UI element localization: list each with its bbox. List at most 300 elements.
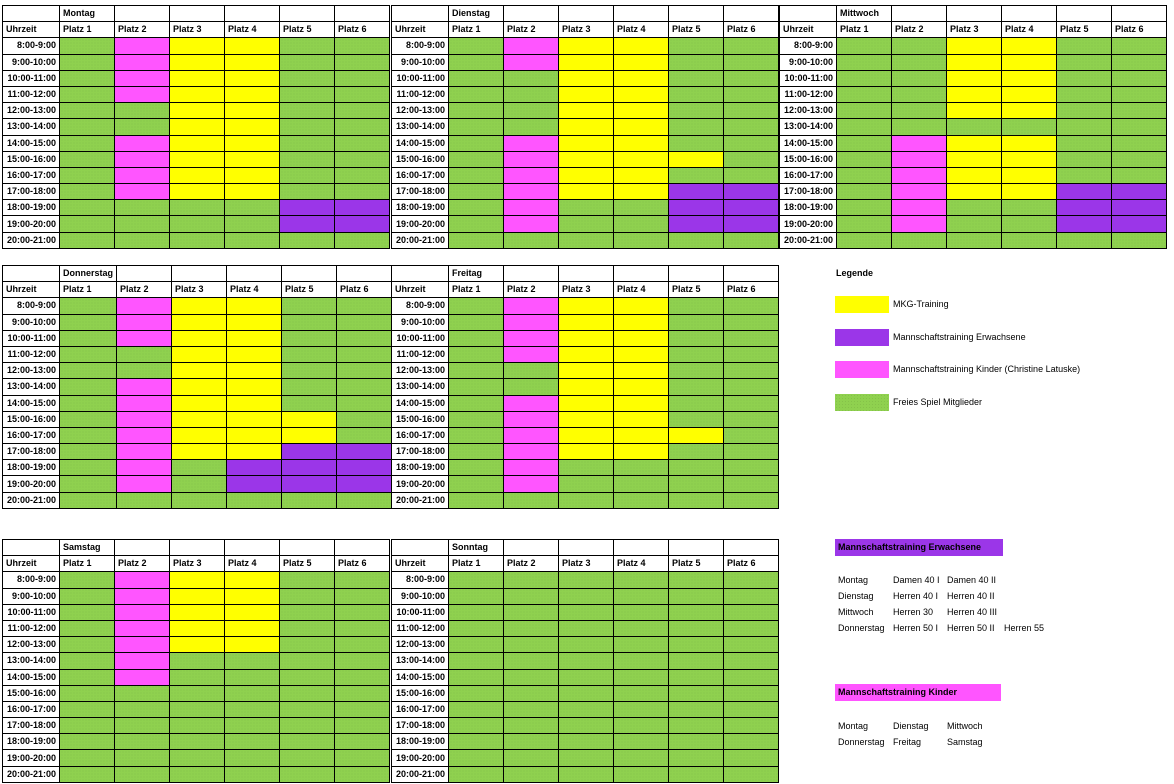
court-slot-cell	[60, 653, 115, 669]
court-slot-cell	[280, 232, 335, 248]
court-slot-cell	[60, 200, 115, 216]
court-slot-cell	[614, 70, 669, 86]
time-slot: 9:00-10:00	[3, 314, 60, 330]
court-slot-cell	[115, 572, 170, 588]
court-slot-cell	[669, 476, 724, 492]
court-slot-cell	[337, 314, 392, 330]
time-slot: 12:00-13:00	[780, 103, 837, 119]
court-slot-cell	[170, 216, 225, 232]
court-slot-cell	[559, 86, 614, 102]
court-slot-cell	[337, 411, 392, 427]
header-blank-cell	[170, 6, 225, 22]
time-row	[3, 427, 392, 443]
court-slot-cell	[669, 200, 724, 216]
court-slot-cell	[117, 330, 172, 346]
schedule-table-montag	[2, 5, 390, 249]
court-slot-cell	[60, 444, 117, 460]
court-header: Platz 6	[724, 556, 779, 572]
court-slot-cell	[559, 653, 614, 669]
adults-training-entry: Montag	[838, 575, 869, 585]
time-row	[780, 167, 1167, 183]
court-slot-cell	[669, 750, 724, 766]
court-slot-cell	[60, 718, 115, 734]
court-slot-cell	[225, 54, 280, 70]
court-slot-cell	[170, 103, 225, 119]
court-slot-cell	[449, 103, 504, 119]
court-slot-cell	[1002, 151, 1057, 167]
court-slot-cell	[115, 200, 170, 216]
court-slot-cell	[115, 86, 170, 102]
court-slot-cell	[449, 135, 504, 151]
court-slot-cell	[449, 685, 504, 701]
adults-training-entry: Herren 30	[893, 607, 934, 617]
time-row	[3, 346, 392, 362]
court-slot-cell	[1112, 167, 1167, 183]
corner-cell	[392, 6, 449, 22]
court-header: Platz 3	[559, 556, 614, 572]
court-slot-cell	[449, 701, 504, 717]
court-slot-cell	[335, 216, 390, 232]
time-row	[392, 701, 779, 717]
adults-training-title: Mannschaftstraining Erwachsene	[835, 539, 1003, 556]
court-slot-cell	[669, 669, 724, 685]
court-slot-cell	[724, 427, 779, 443]
court-slot-cell	[115, 135, 170, 151]
court-slot-cell	[280, 766, 335, 782]
time-row	[3, 718, 390, 734]
time-header: Uhrzeit	[3, 556, 60, 572]
court-slot-cell	[504, 718, 559, 734]
court-slot-cell	[60, 54, 115, 70]
court-slot-cell	[225, 184, 280, 200]
court-slot-cell	[280, 637, 335, 653]
court-slot-cell	[947, 38, 1002, 54]
time-slot: 19:00-20:00	[392, 750, 449, 766]
court-slot-cell	[449, 492, 504, 508]
court-slot-cell	[669, 379, 724, 395]
time-row	[780, 54, 1167, 70]
time-row	[392, 492, 779, 508]
time-slot: 20:00-21:00	[780, 232, 837, 248]
court-slot-cell	[449, 314, 504, 330]
court-slot-cell	[172, 314, 227, 330]
court-slot-cell	[669, 38, 724, 54]
court-slot-cell	[449, 460, 504, 476]
time-header: Uhrzeit	[392, 282, 449, 298]
court-slot-cell	[504, 460, 559, 476]
court-slot-cell	[947, 135, 1002, 151]
court-slot-cell	[559, 379, 614, 395]
court-slot-cell	[282, 379, 337, 395]
court-slot-cell	[227, 460, 282, 476]
court-slot-cell	[117, 346, 172, 362]
court-slot-cell	[280, 70, 335, 86]
court-slot-cell	[115, 184, 170, 200]
header-blank-cell	[115, 540, 170, 556]
court-slot-cell	[1112, 38, 1167, 54]
court-header: Platz 5	[280, 556, 335, 572]
court-slot-cell	[837, 70, 892, 86]
court-slot-cell	[669, 685, 724, 701]
time-slot: 14:00-15:00	[392, 395, 449, 411]
court-slot-cell	[225, 718, 280, 734]
court-slot-cell	[614, 232, 669, 248]
court-slot-cell	[669, 103, 724, 119]
court-header: Platz 1	[449, 282, 504, 298]
court-slot-cell	[449, 476, 504, 492]
court-slot-cell	[280, 718, 335, 734]
court-slot-cell	[892, 119, 947, 135]
court-slot-cell	[225, 766, 280, 782]
schedule-table-mittwoch	[779, 5, 1167, 249]
court-slot-cell	[60, 363, 117, 379]
time-slot: 11:00-12:00	[3, 86, 60, 102]
time-slot: 9:00-10:00	[392, 588, 449, 604]
header-blank-cell	[559, 6, 614, 22]
court-slot-cell	[724, 379, 779, 395]
court-slot-cell	[282, 476, 337, 492]
time-slot: 17:00-18:00	[392, 184, 449, 200]
court-slot-cell	[170, 766, 225, 782]
court-slot-cell	[337, 395, 392, 411]
court-slot-cell	[837, 103, 892, 119]
court-slot-cell	[559, 734, 614, 750]
court-slot-cell	[614, 184, 669, 200]
adults-training-entry: Mittwoch	[838, 607, 874, 617]
court-slot-cell	[947, 70, 1002, 86]
court-slot-cell	[504, 379, 559, 395]
court-slot-cell	[227, 346, 282, 362]
court-slot-cell	[837, 232, 892, 248]
time-slot: 9:00-10:00	[3, 588, 60, 604]
court-slot-cell	[947, 86, 1002, 102]
time-row	[3, 216, 390, 232]
court-slot-cell	[1002, 184, 1057, 200]
court-slot-cell	[449, 620, 504, 636]
court-slot-cell	[724, 572, 779, 588]
time-slot: 14:00-15:00	[392, 135, 449, 151]
court-slot-cell	[449, 653, 504, 669]
court-slot-cell	[669, 620, 724, 636]
court-slot-cell	[449, 588, 504, 604]
time-slot: 18:00-19:00	[3, 460, 60, 476]
court-slot-cell	[614, 572, 669, 588]
court-slot-cell	[335, 588, 390, 604]
time-row	[3, 604, 390, 620]
court-slot-cell	[117, 427, 172, 443]
court-slot-cell	[669, 444, 724, 460]
court-slot-cell	[60, 151, 115, 167]
time-slot: 12:00-13:00	[3, 363, 60, 379]
court-slot-cell	[337, 444, 392, 460]
time-row	[3, 232, 390, 248]
time-slot: 11:00-12:00	[3, 620, 60, 636]
court-slot-cell	[669, 151, 724, 167]
court-slot-cell	[227, 363, 282, 379]
court-slot-cell	[225, 119, 280, 135]
court-slot-cell	[669, 653, 724, 669]
court-slot-cell	[559, 314, 614, 330]
court-slot-cell	[282, 460, 337, 476]
court-header: Platz 2	[504, 556, 559, 572]
header-blank-cell	[669, 540, 724, 556]
kids-training-entry: Freitag	[893, 737, 922, 747]
court-slot-cell	[115, 685, 170, 701]
time-row	[3, 572, 390, 588]
court-slot-cell	[117, 395, 172, 411]
court-slot-cell	[449, 330, 504, 346]
court-slot-cell	[559, 604, 614, 620]
time-slot: 19:00-20:00	[392, 476, 449, 492]
court-slot-cell	[280, 103, 335, 119]
court-slot-cell	[280, 86, 335, 102]
time-slot: 13:00-14:00	[392, 653, 449, 669]
time-slot: 12:00-13:00	[392, 637, 449, 653]
court-slot-cell	[170, 734, 225, 750]
court-slot-cell	[504, 167, 559, 183]
header-blank-cell	[724, 266, 779, 282]
time-slot: 11:00-12:00	[392, 346, 449, 362]
court-slot-cell	[559, 363, 614, 379]
court-slot-cell	[504, 363, 559, 379]
court-slot-cell	[559, 718, 614, 734]
court-slot-cell	[225, 167, 280, 183]
header-blank-cell	[335, 6, 390, 22]
court-slot-cell	[614, 330, 669, 346]
court-slot-cell	[947, 216, 1002, 232]
time-slot: 18:00-19:00	[392, 200, 449, 216]
legend-item-mkg	[835, 295, 949, 313]
court-header: Platz 1	[837, 22, 892, 38]
court-slot-cell	[1002, 86, 1057, 102]
court-slot-cell	[335, 572, 390, 588]
court-slot-cell	[614, 200, 669, 216]
court-slot-cell	[504, 620, 559, 636]
court-slot-cell	[117, 444, 172, 460]
court-slot-cell	[60, 588, 115, 604]
court-slot-cell	[115, 38, 170, 54]
legend-swatch	[835, 329, 889, 346]
court-slot-cell	[449, 86, 504, 102]
court-slot-cell	[117, 411, 172, 427]
court-slot-cell	[225, 701, 280, 717]
time-slot: 11:00-12:00	[3, 346, 60, 362]
court-slot-cell	[1057, 232, 1112, 248]
court-slot-cell	[170, 119, 225, 135]
court-slot-cell	[614, 427, 669, 443]
court-slot-cell	[170, 232, 225, 248]
court-slot-cell	[1057, 216, 1112, 232]
court-slot-cell	[280, 119, 335, 135]
court-slot-cell	[724, 460, 779, 476]
court-slot-cell	[837, 151, 892, 167]
court-slot-cell	[172, 427, 227, 443]
court-slot-cell	[335, 232, 390, 248]
legend-title: Legende	[836, 268, 874, 278]
time-row	[780, 232, 1167, 248]
court-slot-cell	[335, 750, 390, 766]
court-slot-cell	[504, 330, 559, 346]
court-slot-cell	[60, 135, 115, 151]
court-slot-cell	[724, 184, 779, 200]
court-slot-cell	[947, 200, 1002, 216]
adults-training-entry: Damen 40 II	[947, 575, 997, 585]
kids-training-title: Mannschaftstraining Kinder	[835, 684, 1001, 701]
time-row	[392, 38, 779, 54]
court-header: Platz 3	[947, 22, 1002, 38]
court-slot-cell	[170, 70, 225, 86]
time-slot: 15:00-16:00	[392, 151, 449, 167]
court-slot-cell	[559, 135, 614, 151]
court-slot-cell	[892, 232, 947, 248]
court-slot-cell	[559, 701, 614, 717]
court-slot-cell	[117, 298, 172, 314]
court-slot-cell	[117, 492, 172, 508]
court-slot-cell	[1112, 232, 1167, 248]
corner-cell	[392, 540, 449, 556]
schedule-table-donnerstag	[2, 265, 392, 509]
court-slot-cell	[170, 637, 225, 653]
court-slot-cell	[1112, 200, 1167, 216]
time-row	[780, 86, 1167, 102]
court-slot-cell	[669, 346, 724, 362]
schedule-table-samstag	[2, 539, 390, 783]
court-slot-cell	[1002, 167, 1057, 183]
time-header: Uhrzeit	[3, 282, 60, 298]
court-slot-cell	[225, 135, 280, 151]
court-slot-cell	[504, 750, 559, 766]
court-slot-cell	[225, 232, 280, 248]
time-slot: 10:00-11:00	[392, 330, 449, 346]
court-slot-cell	[669, 701, 724, 717]
court-slot-cell	[280, 216, 335, 232]
court-slot-cell	[335, 135, 390, 151]
court-slot-cell	[170, 701, 225, 717]
time-slot: 19:00-20:00	[3, 216, 60, 232]
legend-item-adults	[835, 328, 1026, 346]
court-slot-cell	[449, 232, 504, 248]
court-slot-cell	[280, 588, 335, 604]
time-slot: 16:00-17:00	[3, 701, 60, 717]
court-slot-cell	[337, 460, 392, 476]
court-slot-cell	[559, 232, 614, 248]
header-blank-cell	[504, 6, 559, 22]
court-slot-cell	[559, 167, 614, 183]
court-slot-cell	[504, 653, 559, 669]
time-row	[3, 54, 390, 70]
court-slot-cell	[559, 669, 614, 685]
time-row	[392, 669, 779, 685]
time-slot: 16:00-17:00	[3, 427, 60, 443]
court-slot-cell	[892, 70, 947, 86]
court-slot-cell	[559, 572, 614, 588]
court-slot-cell	[1002, 135, 1057, 151]
court-slot-cell	[60, 86, 115, 102]
court-slot-cell	[1112, 151, 1167, 167]
court-slot-cell	[60, 314, 117, 330]
court-slot-cell	[117, 460, 172, 476]
court-slot-cell	[837, 86, 892, 102]
court-slot-cell	[724, 103, 779, 119]
court-slot-cell	[947, 54, 1002, 70]
court-slot-cell	[614, 588, 669, 604]
time-row	[3, 588, 390, 604]
court-header: Platz 2	[504, 22, 559, 38]
court-slot-cell	[504, 200, 559, 216]
court-slot-cell	[892, 167, 947, 183]
court-slot-cell	[614, 54, 669, 70]
court-slot-cell	[60, 427, 117, 443]
court-slot-cell	[60, 379, 117, 395]
court-slot-cell	[1057, 151, 1112, 167]
court-slot-cell	[60, 750, 115, 766]
court-slot-cell	[504, 395, 559, 411]
court-slot-cell	[170, 750, 225, 766]
schedule-table-dienstag	[391, 5, 779, 249]
time-slot: 20:00-21:00	[3, 492, 60, 508]
court-slot-cell	[115, 70, 170, 86]
header-blank-cell	[614, 540, 669, 556]
time-row	[392, 200, 779, 216]
court-slot-cell	[724, 637, 779, 653]
time-row	[3, 685, 390, 701]
court-slot-cell	[724, 492, 779, 508]
time-row	[392, 346, 779, 362]
court-slot-cell	[559, 119, 614, 135]
adults-training-entry: Herren 40 II	[947, 591, 995, 601]
time-slot: 20:00-21:00	[3, 232, 60, 248]
court-slot-cell	[669, 766, 724, 782]
court-slot-cell	[172, 411, 227, 427]
court-slot-cell	[614, 653, 669, 669]
time-slot: 17:00-18:00	[392, 718, 449, 734]
court-slot-cell	[1112, 103, 1167, 119]
adults-training-entry: Donnerstag	[838, 623, 885, 633]
court-slot-cell	[669, 460, 724, 476]
legend-label: Freies Spiel Mitglieder	[893, 397, 983, 407]
court-slot-cell	[225, 572, 280, 588]
court-slot-cell	[559, 330, 614, 346]
court-slot-cell	[614, 103, 669, 119]
court-slot-cell	[337, 330, 392, 346]
kids-training-entry: Samstag	[947, 737, 983, 747]
court-slot-cell	[837, 216, 892, 232]
court-slot-cell	[280, 604, 335, 620]
time-row	[3, 167, 390, 183]
time-row	[3, 701, 390, 717]
time-slot: 18:00-19:00	[392, 460, 449, 476]
court-slot-cell	[669, 718, 724, 734]
court-slot-cell	[559, 411, 614, 427]
court-slot-cell	[669, 184, 724, 200]
court-slot-cell	[282, 444, 337, 460]
court-header: Platz 4	[614, 556, 669, 572]
time-row	[392, 298, 779, 314]
court-slot-cell	[60, 70, 115, 86]
time-header: Uhrzeit	[392, 22, 449, 38]
time-slot: 14:00-15:00	[3, 135, 60, 151]
court-slot-cell	[172, 492, 227, 508]
court-slot-cell	[225, 70, 280, 86]
time-row	[392, 86, 779, 102]
court-header: Platz 5	[1057, 22, 1112, 38]
time-row	[3, 119, 390, 135]
court-slot-cell	[282, 492, 337, 508]
court-slot-cell	[724, 750, 779, 766]
header-blank-cell	[337, 266, 392, 282]
court-slot-cell	[614, 363, 669, 379]
time-slot: 20:00-21:00	[392, 492, 449, 508]
